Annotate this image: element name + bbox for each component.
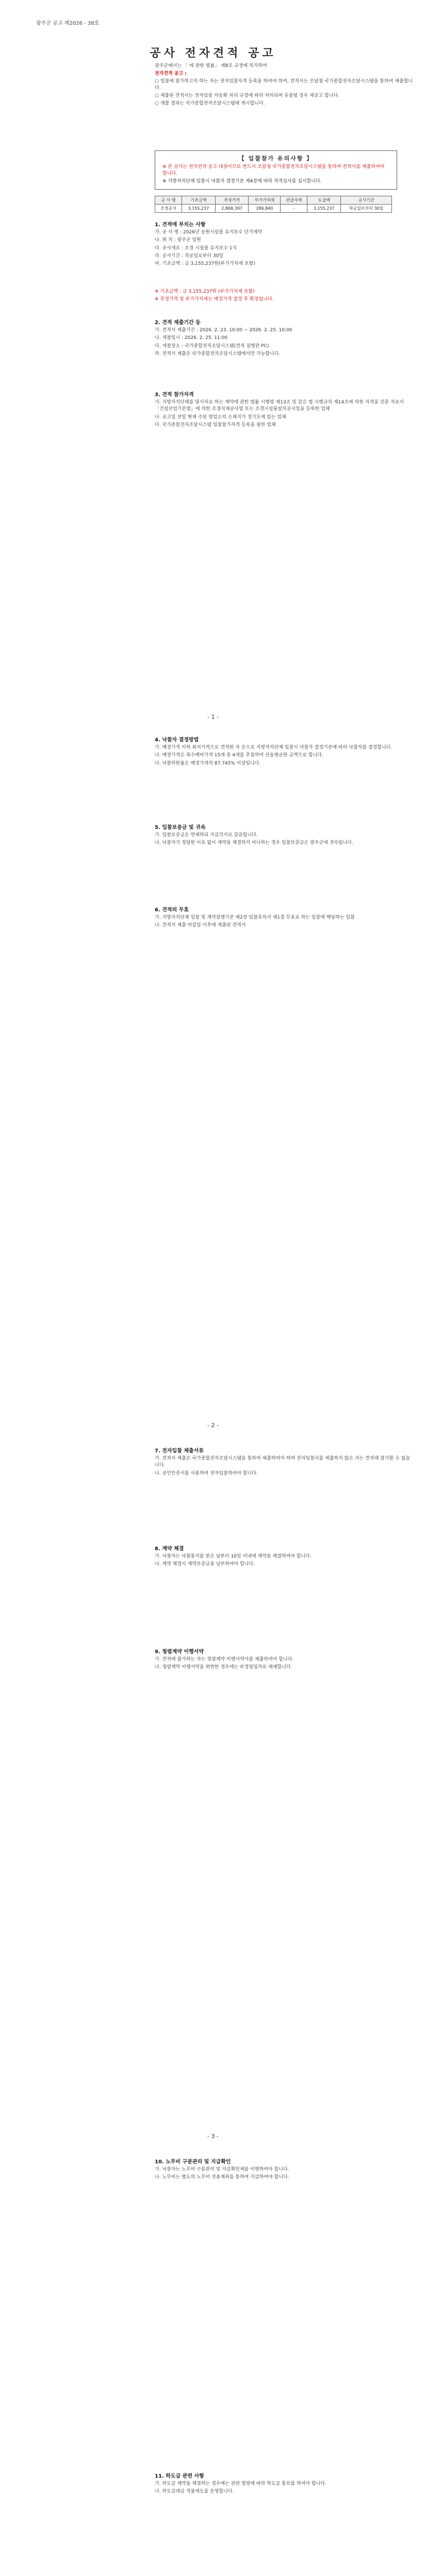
td: 2,868,397	[215, 205, 249, 213]
th: 기초금액	[182, 196, 215, 205]
section-line: 나. 공인인증서를 사용하여 전자입찰하여야 합니다.	[155, 1470, 258, 1476]
section-heading: 5. 입찰보증금 및 귀속	[155, 825, 206, 831]
section-heading: 3. 견적 참가자격	[155, 392, 194, 398]
th: 부가가치세	[249, 196, 281, 205]
section-heading: 1. 견적에 부치는 사항	[155, 222, 206, 228]
section-line: 나. 청렴계약 이행서약을 위반한 경우에는 부정당업자로 제재합니다.	[155, 1665, 292, 1670]
section-line: 가. 견적에 참가하는 자는 청렴계약 이행서약서를 제출하여야 합니다.	[155, 1657, 294, 1663]
th: 공 사 명	[155, 196, 182, 205]
section-5	[155, 824, 413, 848]
intro-line: ○ 입찰에 참가하고자 하는 자는 전자입찰자격 등록을 하여야 하며, 견적서는 조달청 국가종합전자조달시스템을 통하여 제출합니다.	[155, 79, 413, 91]
td: 조경공사	[155, 205, 182, 213]
section-2	[155, 319, 413, 359]
section-line: 가. 지방자치단체를 당사자로 하는 계약에 관한 법률 시행령 제13조 및 같은 법 시행규칙 제14조에 의한 자격을 갖춘 자로서 「건설산업기본법」에 의한 조경식재공사업 또는 조경시설물설치공사업을 등록한 업체	[155, 400, 404, 412]
section-line: 나. 견적서 제출 마감일 이후에 제출된 견적서	[155, 923, 246, 928]
td: 3,155,237	[307, 205, 341, 213]
section-line: 라. 견적서 제출은 국가종합전자조달시스템에서만 가능합니다.	[155, 351, 281, 357]
section-line: 나. 예정가격은 복수예비가격 15개 중 4개를 추첨하여 산술평균한 금액으로 합니다.	[155, 753, 323, 758]
section-heading: 6. 견적의 무효	[155, 907, 189, 913]
section-heading: 9. 청렴계약 이행서약	[155, 1649, 204, 1655]
td: 착공일로부터 30일	[341, 205, 392, 213]
section-line: 가. 입찰보증금은 면제하되 지급각서로 갈음합니다.	[155, 833, 258, 838]
notice-title: 【 입찰참가 유의사항 】	[238, 155, 314, 162]
th: 관급자재	[281, 196, 307, 205]
section-line: 마. 기초금액 : 금 3,155,237원(부가가치세 포함)	[155, 261, 255, 267]
section-line: 라. 공사기간 : 착공일로부터 30일	[155, 253, 224, 259]
page-number: - 1 -	[207, 714, 219, 720]
section-line: 가. 하도급 계약을 체결하는 경우에는 관련 법령에 따라 하도급 통보를 하여야 합니다.	[155, 2481, 326, 2487]
notice-line: ※ 지방자치단체 입찰시 낙찰자 결정기준 제4장에 따라 적격심사를 실시합니다.	[162, 179, 322, 184]
td: 3,155,237	[182, 205, 215, 213]
section-8	[155, 1546, 413, 1569]
section-line: 나. 노무비는 별도의 노무비 전용계좌를 통하여 지급하여야 합니다.	[155, 2175, 289, 2180]
th: 추정가격	[215, 196, 249, 205]
intro-line: ○ 개찰 결과는 국가종합전자조달시스템에 게시합니다.	[155, 101, 265, 106]
section-6	[155, 907, 413, 930]
th: 공사기간	[341, 196, 392, 205]
section-7	[155, 1448, 413, 1478]
section-line: ※ 추정가격 및 부가가치세는 예정가격 결정 후 확정됩니다.	[155, 297, 274, 302]
section-line: 가. 견적서 제출기간 : 2026. 2. 23. 10:00 ~ 2026. 2. 25. 10:00	[155, 328, 292, 333]
page-number: - 2 -	[207, 1422, 219, 1429]
section-line: 가. 견적서 제출은 국가종합전자조달시스템을 통하여 제출하여야 하며 전자입찰서를 제출하지 않은 자는 견적에 참가할 수 없습니다.	[155, 1456, 411, 1468]
section-line: 다. 국가종합전자조달시스템 입찰참가자격 등록을 필한 업체	[155, 422, 276, 428]
section-heading: 8. 계약 체결	[155, 1546, 184, 1552]
section-line: 다. 개찰장소 : 국가종합전자조달시스템(견적 집행관 PC)	[155, 343, 269, 349]
page-number: - 3 -	[207, 2133, 219, 2140]
section-line: 다. 공사개요 : 조경 시설물 유지보수 1식	[155, 245, 237, 251]
section-line: 나. 위 치 : 광주군 일원	[155, 238, 201, 243]
section-line: 가. 낙찰자는 노무비 구분관리 및 지급확인제를 이행하여야 합니다.	[155, 2167, 289, 2173]
section-10	[155, 2159, 413, 2182]
td: -	[281, 205, 307, 213]
document-number: 광주군 공고 제2026 - 38호	[36, 21, 100, 26]
section-heading: 10. 노무비 구분관리 및 지급확인	[155, 2159, 231, 2165]
section-line: 가. 공 사 명 : 2026년 공원시설물 유지보수 단가계약	[155, 230, 263, 235]
section-line: 나. 개찰일시 : 2026. 2. 25. 11:00	[155, 335, 228, 341]
section-line: 가. 지방자치단체 입찰 및 계약집행기준 제2장 입찰유의서 제1절 무효로 하는 입찰에 해당하는 입찰	[155, 915, 355, 921]
intro-line: ○ 제출된 견적서는 전자입찰 자동화 처리 규정에 따라 처리되며 유찰될 경우 재공고 합니다.	[155, 93, 340, 98]
section-heading: 4. 낙찰자 결정방법	[155, 737, 199, 743]
section-line: 다. 낙찰하한율은 예정가격의 87.745% 이상입니다.	[155, 760, 261, 766]
notice-box	[155, 150, 397, 190]
table-header-row	[155, 196, 392, 205]
summary-table	[155, 196, 392, 213]
td: 286,840	[249, 205, 281, 213]
section-heading: 2. 견적 제출기간 등	[155, 320, 201, 326]
section-line: ※ 기초금액 : 금 3,155,237원 (부가가치세 포함)	[155, 289, 255, 294]
notice-line: ※ 본 공사는 전자견적 공고 대상이므로 반드시 조달청 국가종합전자조달시스템을 통하여 견적서를 제출하여야 합니다.	[162, 164, 385, 176]
section-1	[155, 222, 413, 268]
section-line: 나. 공고일 전일 현재 주된 영업소의 소재지가 경기도에 있는 업체	[155, 414, 286, 420]
section-3	[155, 392, 413, 430]
section-line: 가. 예정가격 이하 최저가격으로 견적한 자 순으로 지방자치단체 입찰시 낙찰자 결정기준에 따라 낙찰자를 결정합니다.	[155, 745, 392, 751]
section-heading: 11. 하도급 관련 사항	[155, 2473, 204, 2479]
intro-line: 전자견적 공고 :	[155, 71, 187, 76]
section-11	[155, 2473, 413, 2497]
section-line: 나. 계약 체결시 계약보증금을 납부하여야 합니다.	[155, 1562, 255, 1567]
th: 도급액	[307, 196, 341, 205]
section-4	[155, 737, 413, 768]
intro-line: 광주군에서는 「 에 관한 법률」 제8조 규정에 의거하여	[155, 63, 267, 69]
table-row	[155, 205, 392, 213]
section-line: 나. 하도급대금 직불제도를 운영합니다.	[155, 2489, 234, 2495]
section-9	[155, 1649, 413, 1672]
section-heading: 7. 전자입찰 제출서류	[155, 1448, 204, 1454]
section-line: 가. 낙찰자는 낙찰통지를 받은 날부터 10일 이내에 계약을 체결하여야 합니다.	[155, 1554, 312, 1560]
section-1-notes	[155, 289, 413, 304]
section-line: 나. 낙찰자가 정당한 이유 없이 계약을 체결하지 아니하는 경우 입찰보증금은 광주군에 귀속됩니다.	[155, 840, 353, 846]
page-title: 공사 전자견적 공고	[150, 47, 276, 60]
intro	[155, 63, 413, 107]
